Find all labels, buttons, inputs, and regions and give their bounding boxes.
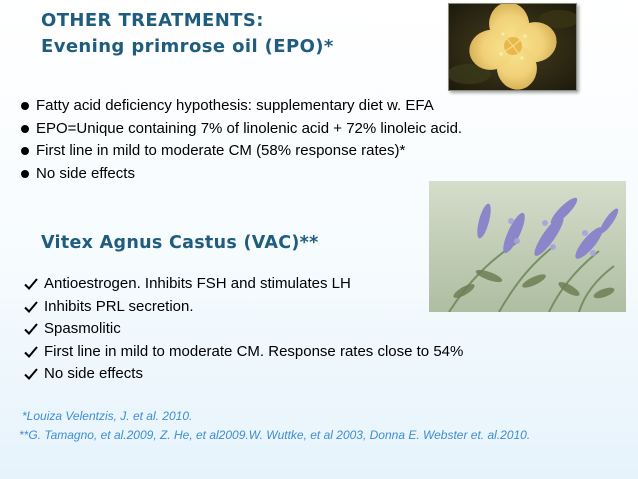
title-line-2: Evening primrose oil (EPO)* — [41, 36, 334, 57]
bullet-icon — [21, 147, 29, 155]
list-item-text: EPO=Unique containing 7% of linolenic acid + 72% linoleic acid. — [36, 119, 463, 137]
primrose-flower-image — [449, 4, 576, 90]
bullet-icon — [21, 102, 29, 110]
list-item — [21, 163, 462, 186]
footnotes — [19, 407, 531, 445]
checkmark-icon — [24, 367, 44, 381]
list-item-text: Antioestrogen. Inhibits FSH and stimulates LH — [44, 275, 351, 292]
list-item-text: First line in mild to moderate CM. Response rates close to 54% — [44, 342, 464, 360]
list-item — [21, 95, 462, 118]
vac-heading: Vitex Agnus Castus (VAC)** — [41, 233, 319, 253]
list-item-text: Inhibits PRL secretion. — [44, 297, 194, 315]
list-item — [24, 318, 463, 341]
checkmark-icon — [24, 300, 44, 314]
evening-primrose-photo — [448, 3, 577, 91]
bullet-icon — [21, 170, 29, 178]
list-item-text: Fatty acid deficiency hypothesis: supplementary diet w. EFA — [36, 97, 434, 114]
bullet-icon — [21, 125, 29, 133]
list-item — [24, 363, 463, 386]
vac-checklist — [24, 273, 463, 386]
list-item — [21, 118, 462, 141]
list-item — [24, 341, 463, 364]
epo-bullet-list — [21, 95, 462, 185]
list-item-text: No side effects — [36, 164, 135, 182]
list-item-text: No side effects — [44, 365, 143, 382]
checkmark-icon — [24, 345, 44, 359]
list-item-text: First line in mild to moderate CM (58% response rates)* — [36, 142, 406, 159]
list-item-text: Spasmolitic — [44, 320, 121, 337]
checkmark-icon — [24, 277, 44, 291]
footnote-ref-2: **G. Tamagno, et al.2009, Z. He, et al2009.W. Wuttke, et al 2003, Donna E. Webster et. al.2010. — [19, 428, 531, 442]
slide-title — [41, 8, 441, 60]
list-item — [21, 140, 462, 163]
list-item — [24, 273, 463, 296]
footnote-ref-1: *Louiza Velentzis, J. et al. 2010. — [22, 409, 193, 423]
title-line-1: OTHER TREATMENTS: — [41, 10, 264, 31]
checkmark-icon — [24, 322, 44, 336]
list-item — [24, 296, 463, 319]
